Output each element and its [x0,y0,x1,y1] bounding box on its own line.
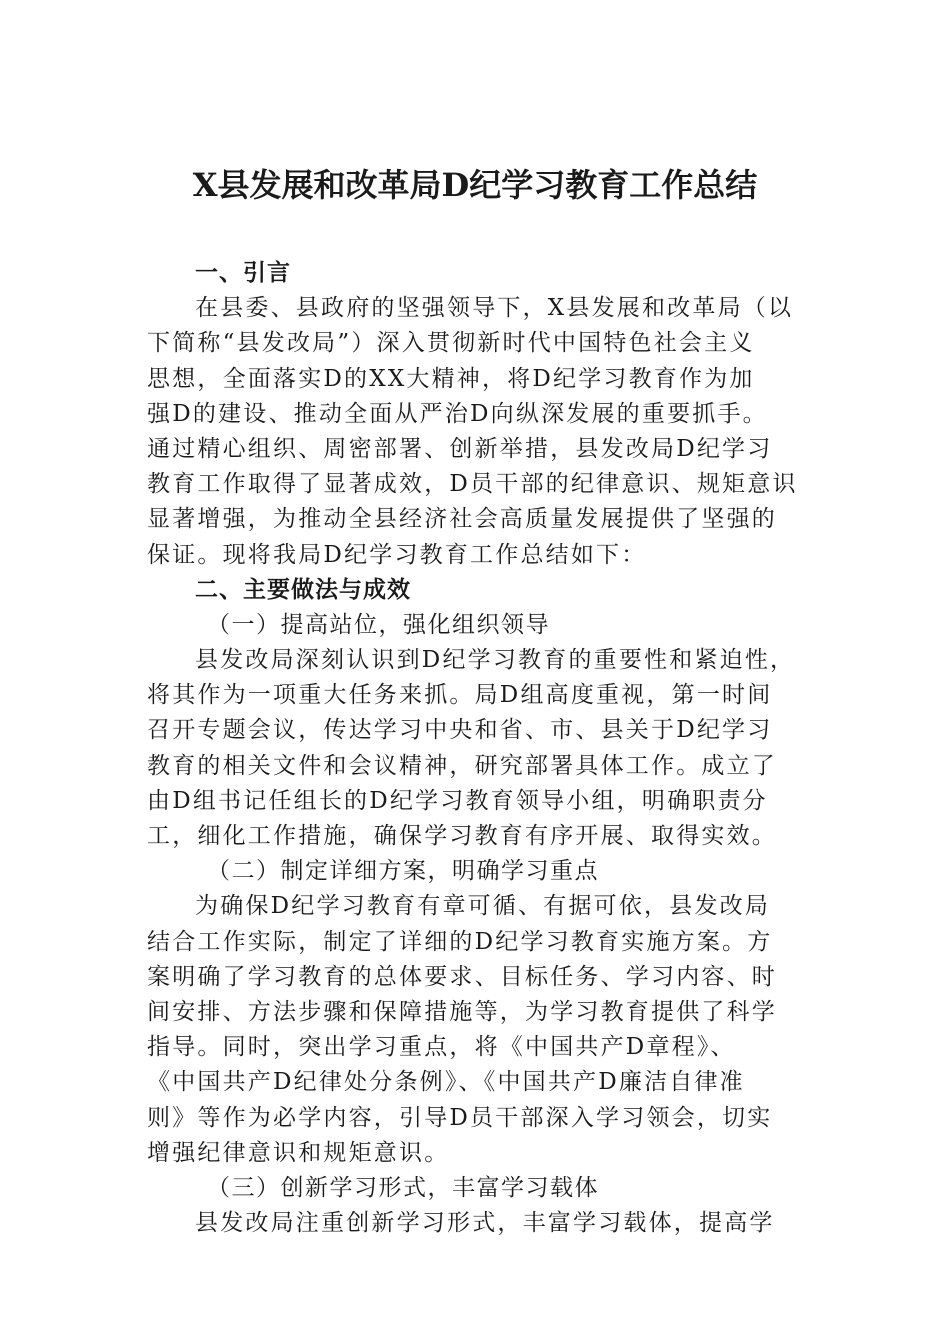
paragraph-line: 教育的相关文件和会议精神，研究部署具体工作。成立了 [147,752,777,779]
paragraph-line: 将其作为一项重大任务来抓。局D组高度重视，第一时间 [147,682,773,709]
paragraph-line: 由D组书记任组长的D纪学习教育领导小组，明确职责分 [147,787,768,814]
paragraph-line: 保证。现将我局D纪学习教育工作总结如下： [147,541,647,568]
paragraph-line: 通过精心组织、周密部署、创新举措，县发改局D纪学习 [147,435,773,462]
paragraph-line: 增强纪律意识和规矩意识。 [147,1139,450,1166]
paragraph-line: 召开专题会议，传达学习中央和省、市、县关于D纪学习 [147,717,773,744]
document-title: X县发展和改革局D纪学习教育工作总结 [192,166,758,204]
paragraph-line: 教育工作取得了显著成效，D员干部的纪律意识、规矩意识 [147,471,798,498]
paragraph-line: 间安排、方法步骤和保障措施等，为学习教育提供了科学 [147,998,777,1025]
paragraph-line: 为确保D纪学习教育有章可循、有据可依，县发改局 [195,893,771,920]
paragraph-line: 思想，全面落实D的XX大精神，将D纪学习教育作为加 [147,365,755,392]
paragraph-line: 《中国共产D纪律处分条例》、《中国共产D廉洁自律准 [147,1069,745,1096]
paragraph-line: 结合工作实际，制定了详细的D纪学习教育实施方案。方 [147,928,773,955]
paragraph-line: 县发改局注重创新学习形式，丰富学习载体，提高学 [195,1210,775,1237]
paragraph-line: 工，细化工作措施，确保学习教育有序开展、取得实效。 [147,823,777,849]
paragraph-line: 县发改局深刻认识到D纪学习教育的重要性和紧迫性， [195,647,796,674]
subsection-heading: （一）提高站位，强化组织领导 [207,611,550,638]
section-heading: 一、引言 [195,260,291,286]
subsection-heading: （三）创新学习形式，丰富学习载体 [207,1174,599,1201]
paragraph-line: 强D的建设、推动全面从严治D向纵深发展的重要抓手。 [147,400,768,427]
paragraph-line: 在县委、县政府的坚强领导下，X县发展和改革局（以 [195,295,794,322]
paragraph-line: 案明确了学习教育的总体要求、目标任务、学习内容、时 [147,963,777,990]
paragraph-line: 指导。同时，突出学习重点，将《中国共产D章程》、 [147,1034,736,1061]
subsection-heading: （二）制定详细方案，明确学习重点 [207,858,599,885]
document-body [147,256,807,1241]
paragraph-line: 则》等作为必学内容，引导D员干部深入学习领会，切实 [147,1104,773,1131]
section-heading: 二、主要做法与成效 [195,576,411,603]
paragraph-line: 下简称“县发改局”）深入贯彻新时代中国特色社会主义 [147,330,755,357]
paragraph-line: 显著增强，为推动全县经济社会高质量发展提供了坚强的 [147,506,777,533]
